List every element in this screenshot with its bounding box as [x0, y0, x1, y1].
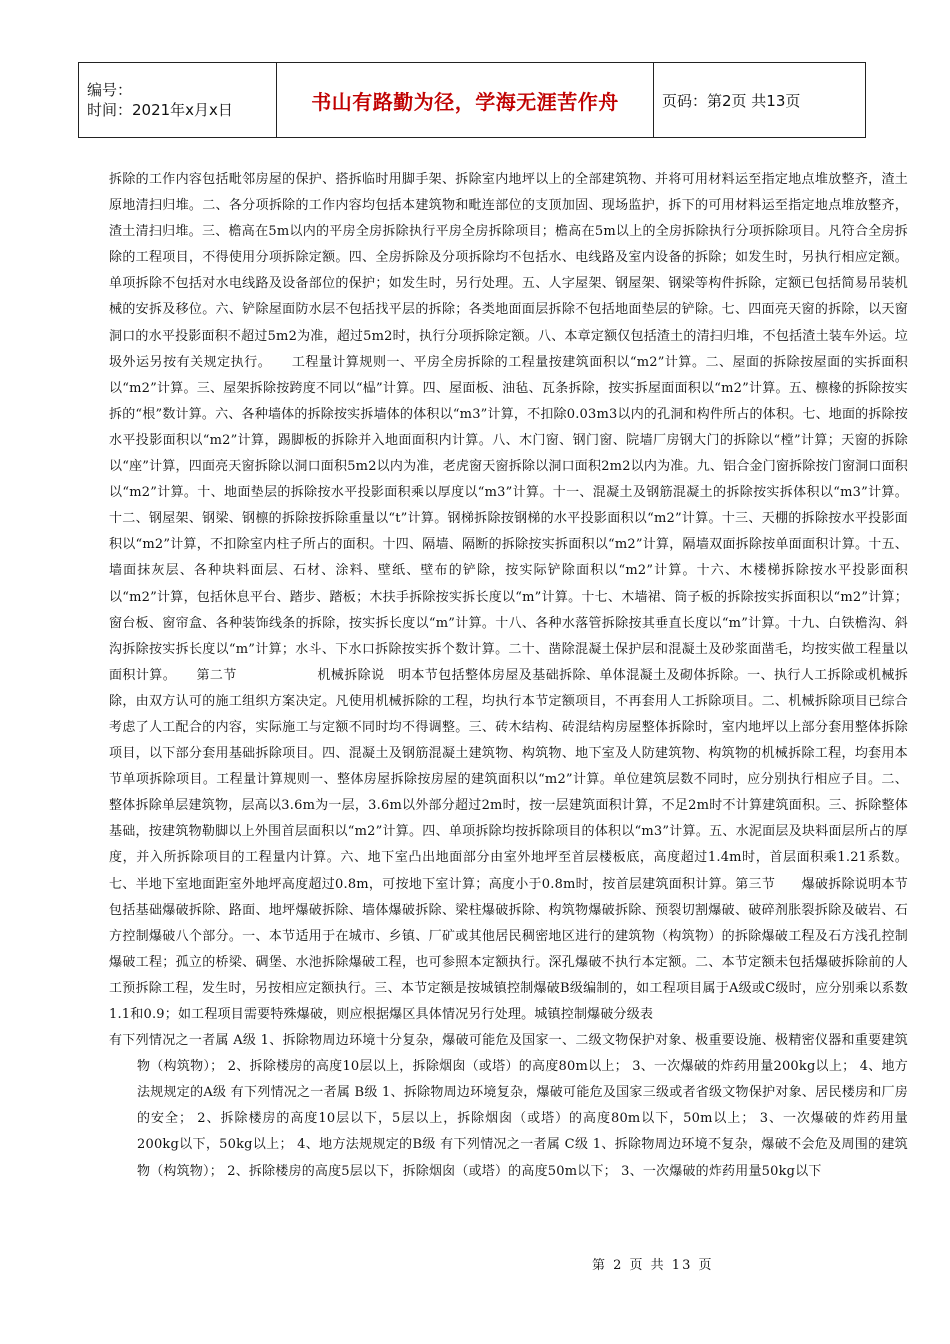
document-date: 时间：2021年x月x日	[87, 101, 233, 119]
body-paragraph: 拆除的工作内容包括毗邻房屋的保护、搭拆临时用脚手架、拆除室内地坪以上的全部建筑物、并将可用材料运至指定地点堆放整齐，渣土原地清扫归堆。二、各分项拆除的工作内容均包括本建筑物和毗连部位的支顶加固、现场监护，拆下的可用材料运至指定地点堆放整齐，渣土清扫归堆。三、檐高在5m以内的平房全房拆除执行平房全房拆除项目；檐高在5m以上的全房拆除执行分项拆除项目。凡符合全房拆除的工程项目，不得使用分项拆除定额。四、全房拆除及分项拆除均不包括水、电线路及室内设备的拆除；如发生时，另执行相应定额。单项拆除不包括对水电线路及设备部位的保护；如发生时，另行处理。五、人字屋架、钢屋架、钢梁等构件拆除，定额已包括简易吊装机械的安拆及移位。六、铲除屋面防水层不包括找平层的拆除；各类地面面层拆除不包括地面垫层的铲除。七、四面亮天窗的拆除，以天窗洞口的水平投影面积不超过5m2为准，超过5m2时，执行分项拆除定额。八、本章定额仅包括渣土的清扫归堆，不包括渣土装车外运。垃圾外运另按有关规定执行。 工程量计算规则一、平房全房拆除的工程量按建筑面积以“m2”计算。二、屋面的拆除按屋面的实拆面积以“m2”计算。三、屋架拆除按跨度不同以“榀”计算。四、屋面板、油毡、瓦条拆除，按实拆屋面面积以“m2”计算。五、檩椽的拆除按实拆的“根”数计算。六、各种墙体的拆除按实拆墙体的体积以“m3”计算，不扣除0.03m3以内的孔洞和构件所占的体积。七、地面的拆除按水平投影面积以“m2”计算，踢脚板的拆除并入地面面积内计算。八、木门窗、钢门窗、院墙厂房钢大门的拆除以“樘”计算；天窗的拆除以“座”计算，四面亮天窗拆除以洞口面积5m2以内为准，老虎窗天窗拆除以洞口面积2m2以内为准。九、铝合金门窗拆除按门窗洞口面积以“m2”计算。十、地面垫层的拆除按水平投影面积乘以厚度以“m3”计算。十一、混凝土及钢筋混凝土的拆除按实拆体积以“m3”计算。十二、钢屋架、钢梁、钢檩的拆除按拆除重量以“t”计算。钢梯拆除按钢梯的水平投影面积以“m2”计算。十三、天棚的拆除按水平投影面积以“m2”计算，不扣除室内柱子所占的面积。十四、隔墙、隔断的拆除按实拆面积以“m2”计算，隔墙双面拆除按单面面积计算。十五、墙面抹灰层、各种块料面层、石材、涂料、壁纸、壁布的铲除，按实际铲除面积以“m2”计算。十六、木楼梯拆除按水平投影面积以“m2”计算，包括休息平台、踏步、踏板；木扶手拆除按实拆长度以“m”计算。十七、木墙裙、筒子板的拆除按实拆面积以“m2”计算；窗台板、窗帘盒、各种装饰线条的拆除，按实拆长度以“m”计算。十八、各种水落管拆除按其垂直长度以“m”计算。十九、白铁檐沟、斜沟拆除按实拆长度以“m”计算；水斗、下水口拆除按实拆个数计算。二十、凿除混凝土保护层和混凝土及砂浆面凿毛，均按实做工程量以面积计算。 第二节 机械拆除说 明本节包括整体房屋及基础拆除、单体混凝土及砌体拆除。一、执行人工拆除或机械拆除，由双方认可的施工组织方案决定。凡使用机械拆除的工程，均执行本节定额项目，不再套用人工拆除项目。二、机械拆除项目已综合考虑了人工配合的内容，实际施工与定额不同时均不得调整。三、砖木结构、砖混结构房屋整体拆除时，室内地坪以上部分套用整体拆除项目，以下部分套用基础拆除项目。四、混凝土及钢筋混凝土建筑物、构筑物、地下室及人防建筑物、构筑物的机械拆除工程，均套用本节单项拆除项目。工程量计算规则一、整体房屋拆除按房屋的建筑面积以“m2”计算。单位建筑层数不同时，应分别执行相应子目。二、整体拆除单层建筑物，层高以3.6m为一层，3.6m以外部分超过2m时，按一层建筑面积计算，不足2m时不计算建筑面积。三、拆除整体基础，按建筑物勒脚以上外围首层面积以“m2”计算。四、单项拆除均按拆除项目的体积以“m3”计算。五、水泥面层及块料面层所占的厚度，并入所拆除项目的工程量内计算。六、地下室凸出地面部分由室外地坪至首层楼板底，高度超过1.4m时，首层面积乘1.21系数。七、半地下室地面距室外地坪高度超过0.8m，可按地下室计算；高度小于0.8m时，按首层建筑面积计算。第三节 爆破拆除说明本节包括基础爆破拆除、路面、地坪爆破拆除、墙体爆破拆除、梁柱爆破拆除、构筑物爆破拆除、预裂切割爆破、破碎剂胀裂拆除及破岩、石方控制爆破八个部分。一、本节适用于在城市、乡镇、厂矿或其他居民稠密地区进行的建筑物（构筑物）的拆除爆破工程及石方浅孔控制爆破工程；孤立的桥梁、碉堡、水池拆除爆破工程，也可参照本定额执行。深孔爆破不执行本定额。二、本节定额未包括爆破拆除前的人工预拆除工程，发生时，另按相应定额执行。三、本节定额是按城镇控制爆破B级编制的，如工程项目属于A级或C级时，应分别乘以系数1.1和0.9；如工程项目需要特殊爆破，则应根据爆区具体情况另行处理。城镇控制爆破分级表	[109, 172, 908, 1022]
document-body	[109, 167, 908, 1185]
blasting-classification-paragraph: 有下列情况之一者属 A级 1、拆除物周边环境十分复杂，爆破可能危及国家一、二级文物保护对象、极重要设施、极精密仪器和重要建筑物（构筑物）； 2、拆除楼房的高度10层以上，拆除烟囱（或塔）的高度80m以上； 3、一次爆破的炸药用量200kg以上； 4、地方法规规定的A级 有下列情况之一者属 B级 1、拆除物周边环境复杂，爆破可能危及国家三级或者省级文物保护对象、居民楼房和厂房的安全； 2、拆除楼房的高度10层以下，5层以上，拆除烟囱（或塔）的高度80m以下，50m以上； 3、一次爆破的炸药用量200kg以下，50kg以上； 4、地方法规规定的B级 有下列情况之一者属 C级 1、拆除物周边环境不复杂，爆破不会危及周围的建筑物（构筑物）； 2、拆除楼房的高度5层以下，拆除烟囱（或塔）的高度50m以下； 3、一次爆破的炸药用量50kg以下	[109, 1033, 908, 1179]
page-footer: 第 2 页 共 13 页	[592, 1258, 714, 1273]
header-motto: 书山有路勤为径，学海无涯苦作舟	[277, 63, 654, 138]
header-page-info: 页码：第2页 共13页	[654, 63, 866, 138]
document-number-label: 编号：	[87, 81, 133, 99]
document-header	[78, 62, 866, 138]
header-meta-cell	[79, 63, 277, 138]
